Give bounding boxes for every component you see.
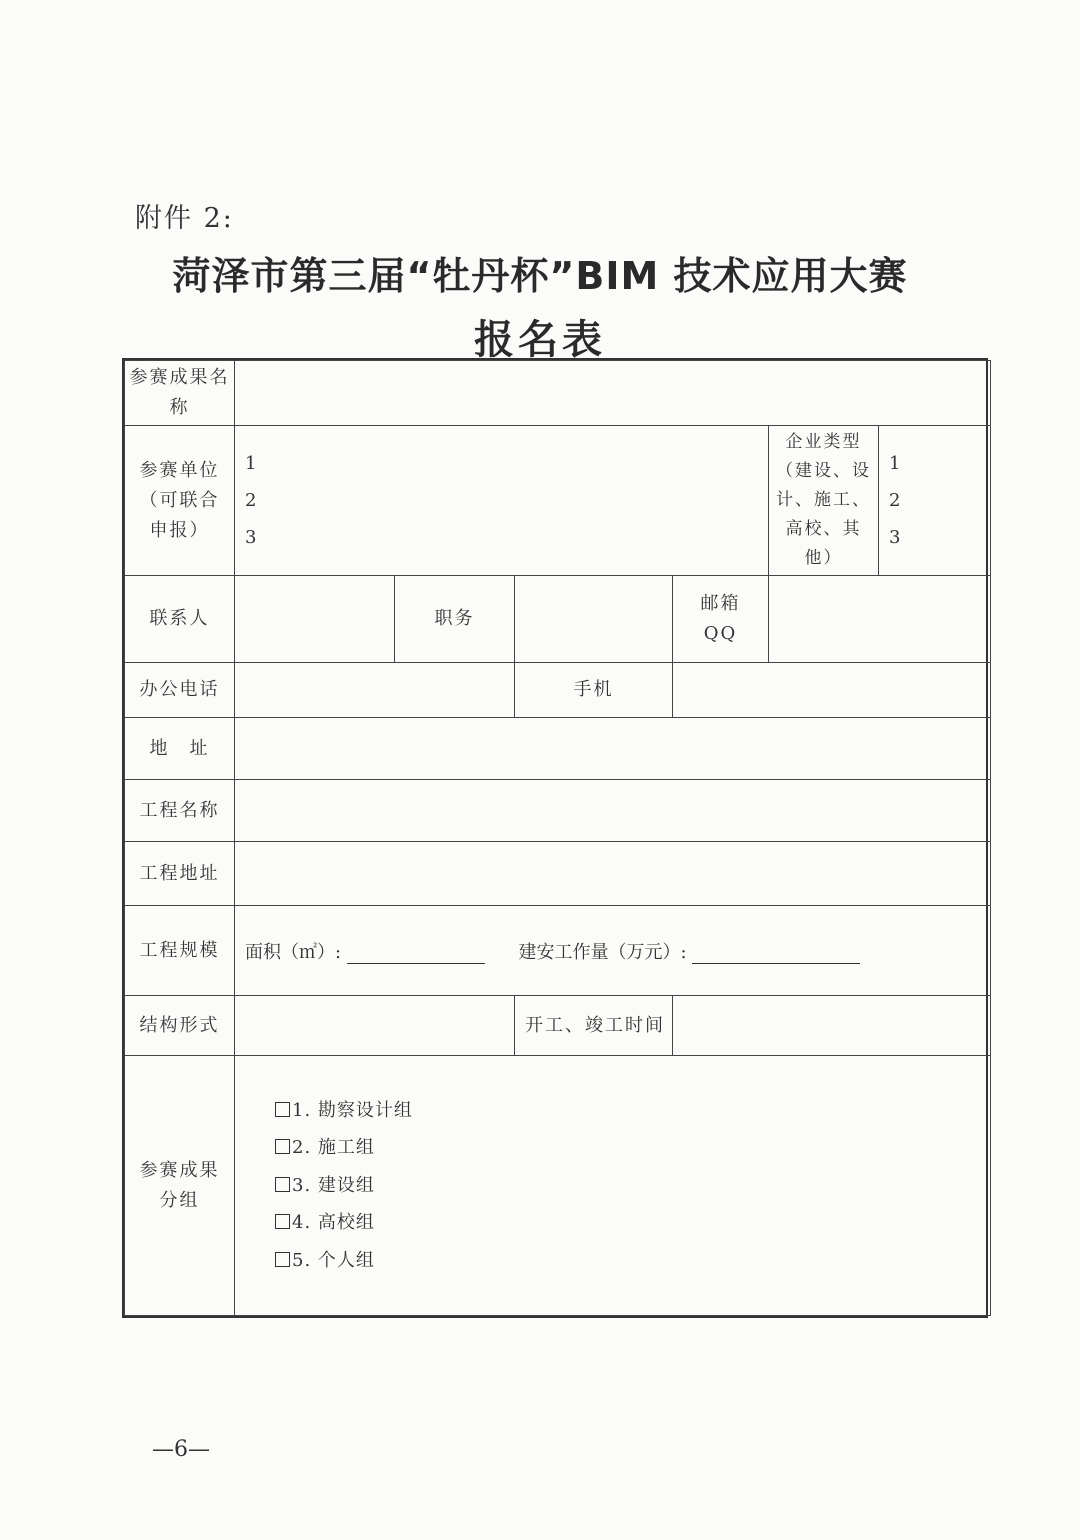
position-label: 职务 <box>395 576 515 663</box>
area-label: 面积（㎡）: <box>245 941 342 963</box>
office-phone-field[interactable] <box>235 663 515 718</box>
group-option-3[interactable] <box>275 1167 986 1205</box>
group-label-line2: 分组 <box>159 1189 200 1211</box>
project-scale-label: 工程规模 <box>125 906 235 996</box>
period-field[interactable] <box>673 996 991 1056</box>
attachment-label: 附件 2: <box>135 203 234 234</box>
enterprise-num-1: 1 <box>889 453 901 474</box>
entry-name-label: 参赛成果名 称 <box>125 361 235 426</box>
contact-label: 联系人 <box>125 576 235 663</box>
unit-label-line1: 参赛单位 <box>139 459 220 481</box>
group-option-3-label: 3. 建设组 <box>292 1174 375 1196</box>
structure-field[interactable] <box>235 996 515 1056</box>
form-subtitle: 报名表 <box>474 317 606 363</box>
form-title: 菏泽市第三届“牡丹杯”BIM 技术应用大赛 <box>172 254 908 298</box>
group-options <box>235 1056 991 1316</box>
address-label: 地 址 <box>125 718 235 780</box>
workload-blank[interactable] <box>692 962 860 964</box>
unit-label-line3: 申报） <box>149 519 210 541</box>
mobile-label: 手机 <box>515 663 673 718</box>
unit-label-line2: （可联合 <box>139 489 220 511</box>
registration-table <box>124 360 991 1316</box>
contact-field[interactable] <box>235 576 395 663</box>
period-label: 开工、竣工时间 <box>515 996 673 1056</box>
email-field[interactable] <box>769 576 991 663</box>
unit-num-3: 3 <box>245 527 257 548</box>
position-field[interactable] <box>515 576 673 663</box>
enterprise-type-field[interactable] <box>879 426 991 576</box>
project-name-label: 工程名称 <box>125 780 235 842</box>
unit-num-2: 2 <box>245 490 257 511</box>
page-number: —6— <box>152 1437 210 1462</box>
email-label-line2: QQ <box>703 623 738 644</box>
entry-name-field[interactable] <box>235 361 991 426</box>
checkbox-icon[interactable] <box>275 1252 290 1267</box>
group-option-2-label: 2. 施工组 <box>292 1137 375 1159</box>
structure-label: 结构形式 <box>125 996 235 1056</box>
group-option-5-label: 5. 个人组 <box>292 1249 375 1271</box>
checkbox-icon[interactable] <box>275 1214 290 1229</box>
project-address-field[interactable] <box>235 842 991 906</box>
registration-form <box>122 358 988 1318</box>
email-label-line1: 邮箱 <box>700 593 741 614</box>
mobile-field[interactable] <box>673 663 991 718</box>
project-address-label: 工程地址 <box>125 842 235 906</box>
group-option-4[interactable] <box>275 1204 986 1242</box>
address-field[interactable] <box>235 718 991 780</box>
checkbox-icon[interactable] <box>275 1177 290 1192</box>
email-label <box>673 576 769 663</box>
group-label <box>125 1056 235 1316</box>
project-name-field[interactable] <box>235 780 991 842</box>
group-label-line1: 参赛成果 <box>139 1159 220 1181</box>
enterprise-num-3: 3 <box>889 527 901 548</box>
group-option-1[interactable] <box>275 1092 986 1130</box>
workload-label: 建安工作量（万元）: <box>518 941 687 963</box>
unit-field[interactable] <box>235 426 769 576</box>
group-option-2[interactable] <box>275 1129 986 1167</box>
checkbox-icon[interactable] <box>275 1102 290 1117</box>
group-option-1-label: 1. 勘察设计组 <box>292 1099 413 1121</box>
office-phone-label: 办公电话 <box>125 663 235 718</box>
area-blank[interactable] <box>347 962 485 964</box>
unit-label <box>125 426 235 576</box>
unit-num-1: 1 <box>245 453 257 474</box>
enterprise-num-2: 2 <box>889 490 901 511</box>
checkbox-icon[interactable] <box>275 1139 290 1154</box>
group-option-5[interactable] <box>275 1242 986 1280</box>
project-scale-field <box>235 906 991 996</box>
enterprise-type-label: 企业类型（建设、设计、施工、高校、其他） <box>769 426 879 576</box>
group-option-4-label: 4. 高校组 <box>292 1212 375 1234</box>
